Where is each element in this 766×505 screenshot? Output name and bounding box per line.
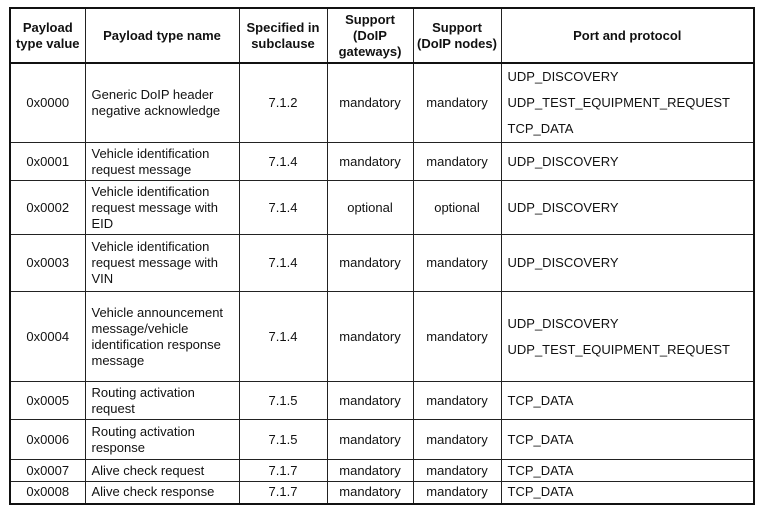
table-row <box>10 460 754 482</box>
cell-payload-value: 0x0005 <box>10 382 85 420</box>
cell-payload-value: 0x0003 <box>10 235 85 292</box>
cell-payload-name: Alive check request <box>85 460 239 482</box>
cell-support-gateways: mandatory <box>327 235 413 292</box>
port-entry: UDP_DISCOVERY <box>507 153 619 169</box>
port-entry: UDP_DISCOVERY <box>507 255 619 270</box>
cell-support-nodes: mandatory <box>413 235 501 292</box>
cell-ports <box>501 382 754 420</box>
cell-payload-name: Generic DoIP header negative acknowledge <box>85 63 239 143</box>
cell-support-gateways: mandatory <box>327 460 413 482</box>
table-row <box>10 143 754 181</box>
cell-payload-value: 0x0000 <box>10 63 85 143</box>
table-row <box>10 235 754 292</box>
cell-subclause: 7.1.7 <box>239 460 327 482</box>
cell-ports <box>501 181 754 235</box>
table-row <box>10 181 754 235</box>
cell-subclause: 7.1.4 <box>239 143 327 181</box>
cell-payload-value: 0x0002 <box>10 181 85 235</box>
cell-support-gateways: mandatory <box>327 382 413 420</box>
header-specified-in-subclause: Specified in subclause <box>239 8 327 63</box>
cell-support-gateways: mandatory <box>327 292 413 382</box>
cell-subclause: 7.1.5 <box>239 420 327 460</box>
port-entry: UDP_TEST_EQUIPMENT_REQUEST <box>507 341 730 357</box>
cell-payload-name: Routing activation request <box>85 382 239 420</box>
table-row <box>10 63 754 143</box>
cell-support-nodes: mandatory <box>413 143 501 181</box>
port-entry: TCP_DATA <box>507 462 574 478</box>
cell-support-gateways: mandatory <box>327 63 413 143</box>
cell-support-nodes: mandatory <box>413 460 501 482</box>
cell-support-nodes: mandatory <box>413 382 501 420</box>
payload-type-table <box>9 7 755 505</box>
table-row <box>10 420 754 460</box>
port-entry: UDP_DISCOVERY <box>507 199 619 215</box>
cell-support-gateways: mandatory <box>327 143 413 181</box>
header-support-gateways: Support (DoIP gateways) <box>327 8 413 63</box>
cell-ports <box>501 292 754 382</box>
cell-payload-value: 0x0006 <box>10 420 85 460</box>
cell-payload-name: Vehicle identification request message with VIN <box>85 235 239 292</box>
table-row <box>10 382 754 420</box>
cell-payload-value: 0x0007 <box>10 460 85 482</box>
cell-subclause: 7.1.4 <box>239 292 327 382</box>
cell-payload-name: Vehicle identification request message with EID <box>85 181 239 235</box>
port-entry: TCP_DATA <box>507 121 574 136</box>
cell-subclause: 7.1.2 <box>239 63 327 143</box>
cell-ports <box>501 235 754 292</box>
cell-ports <box>501 460 754 482</box>
header-payload-type-value: Payload type value <box>10 8 85 63</box>
header-payload-type-name: Payload type name <box>85 8 239 63</box>
port-entry: TCP_DATA <box>507 431 574 447</box>
cell-subclause: 7.1.4 <box>239 181 327 235</box>
cell-ports <box>501 143 754 181</box>
cell-subclause: 7.1.7 <box>239 482 327 504</box>
cell-subclause: 7.1.4 <box>239 235 327 292</box>
cell-support-nodes: mandatory <box>413 482 501 504</box>
cell-support-gateways: mandatory <box>327 482 413 504</box>
cell-subclause: 7.1.5 <box>239 382 327 420</box>
cell-support-nodes: mandatory <box>413 292 501 382</box>
cell-payload-name: Alive check response <box>85 482 239 504</box>
port-entry: UDP_DISCOVERY <box>507 315 619 331</box>
table-row <box>10 482 754 504</box>
port-entry: UDP_TEST_EQUIPMENT_REQUEST <box>507 95 730 110</box>
cell-ports <box>501 420 754 460</box>
cell-payload-value: 0x0001 <box>10 143 85 181</box>
cell-payload-value: 0x0008 <box>10 482 85 504</box>
cell-support-nodes: mandatory <box>413 63 501 143</box>
cell-payload-value: 0x0004 <box>10 292 85 382</box>
cell-support-nodes: optional <box>413 181 501 235</box>
cell-payload-name: Vehicle announcement message/vehicle identification response message <box>85 292 239 382</box>
port-entry: UDP_DISCOVERY <box>507 69 619 84</box>
cell-payload-name: Routing activation response <box>85 420 239 460</box>
cell-ports <box>501 63 754 143</box>
header-port-and-protocol: Port and protocol <box>501 8 754 63</box>
port-entry: TCP_DATA <box>507 392 574 408</box>
header-support-nodes: Support (DoIP nodes) <box>413 8 501 63</box>
cell-support-nodes: mandatory <box>413 420 501 460</box>
cell-payload-name: Vehicle identification request message <box>85 143 239 181</box>
cell-support-gateways: mandatory <box>327 420 413 460</box>
cell-ports <box>501 482 754 504</box>
port-entry: TCP_DATA <box>507 484 574 500</box>
cell-support-gateways: optional <box>327 181 413 235</box>
table-row <box>10 292 754 382</box>
header-row <box>10 8 754 63</box>
